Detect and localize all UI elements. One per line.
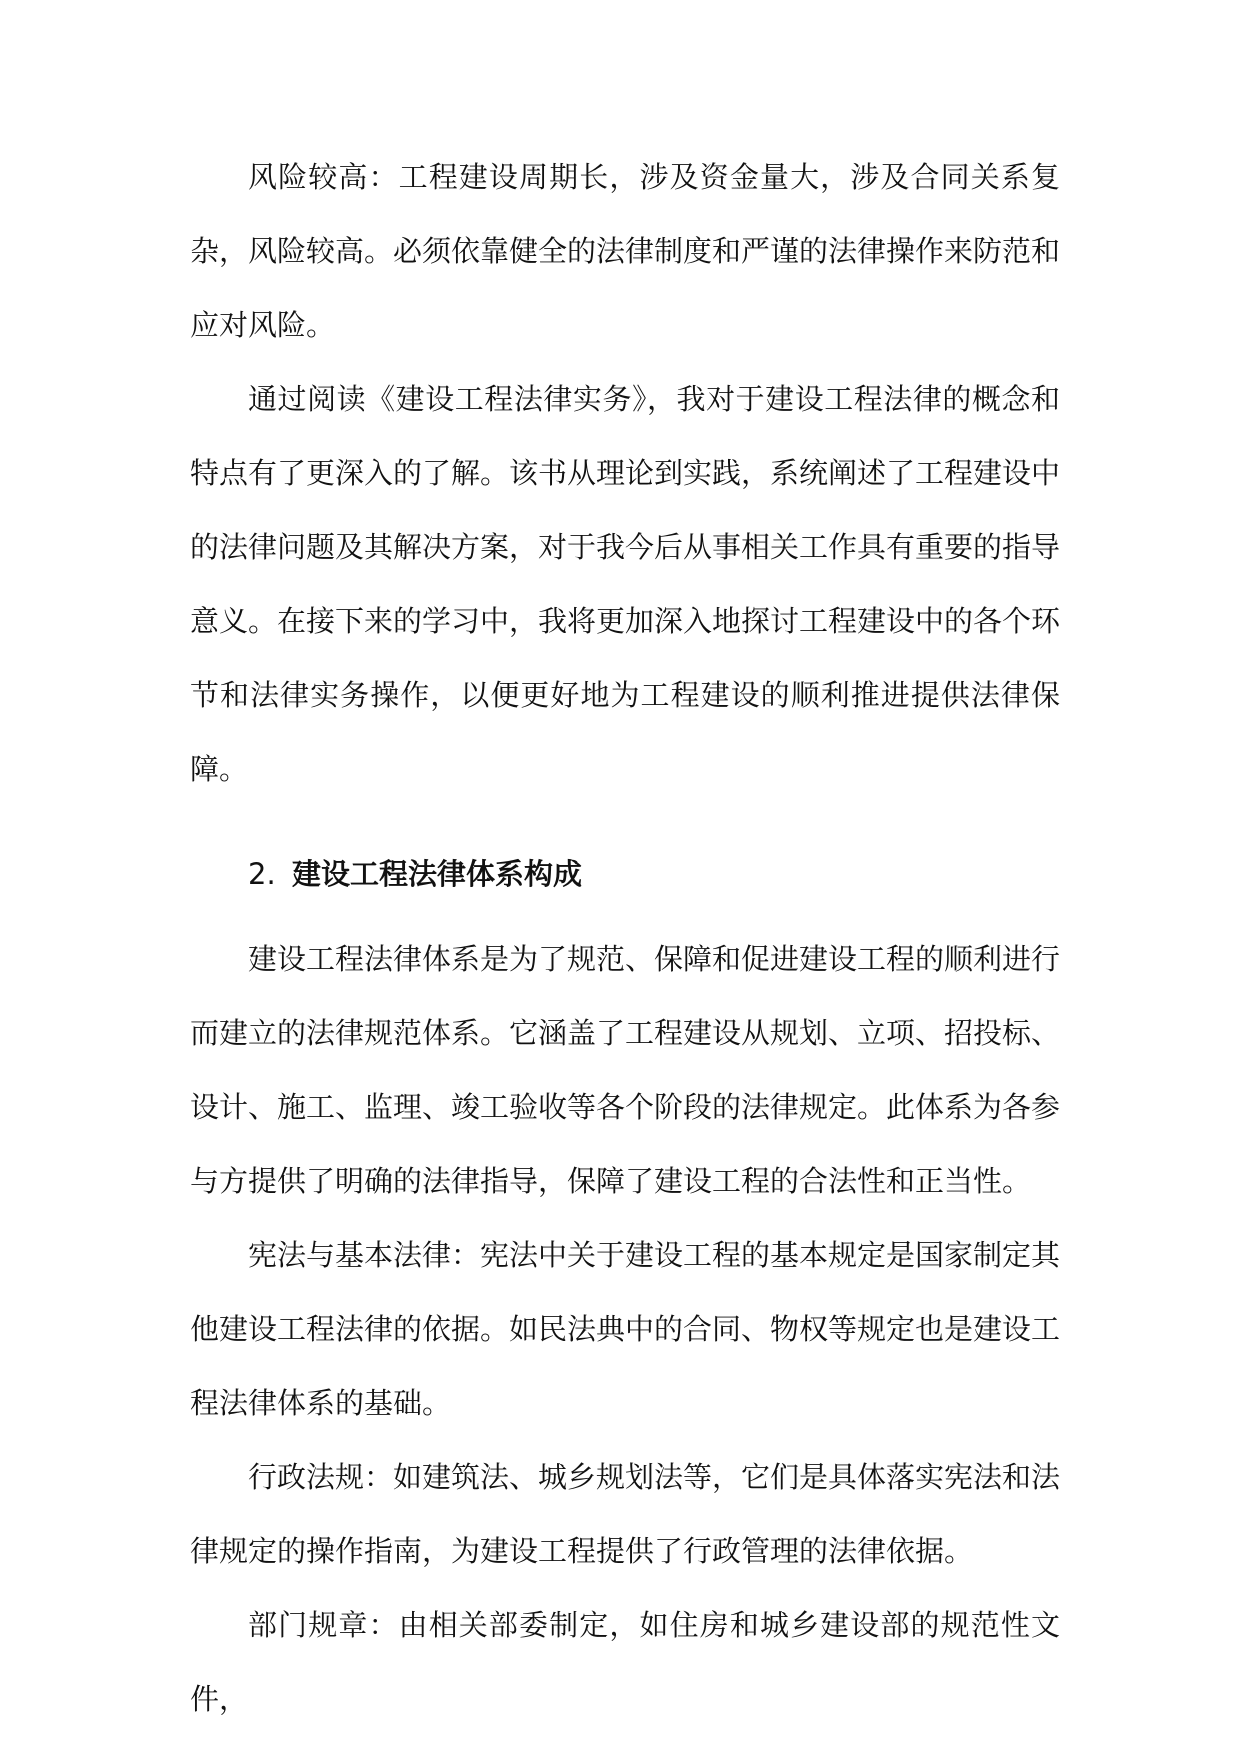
- paragraph-system-overview: 建设工程法律体系是为了规范、保障和促进建设工程的顺利进行而建立的法律规范体系。它涵盖了工程建设从规划、立项、招投标、设计、施工、监理、竣工验收等各个阶段的法律规定。此体系为各参与方提供了明确的法律指导，保障了建设工程的合法性和正当性。: [190, 942, 1061, 1198]
- paragraph-administrative-regulations: 行政法规：如建筑法、城乡规划法等，它们是具体落实宪法和法律规定的操作指南，为建设工程提供了行政管理的法律依据。: [190, 1460, 1061, 1568]
- paragraph-constitution: 宪法与基本法律：宪法中关于建设工程的基本规定是国家制定其他建设工程法律的依据。如民法典中的合同、物权等规定也是建设工程法律体系的基础。: [190, 1238, 1061, 1420]
- section-number: 2.: [248, 857, 276, 891]
- document-body: [190, 140, 1060, 1736]
- section-title: 建设工程法律体系构成: [292, 857, 583, 891]
- paragraph-risk: 风险较高：工程建设周期长，涉及资金量大，涉及合同关系复杂，风险较高。必须依靠健全的法律制度和严谨的法律操作来防范和应对风险。: [190, 160, 1061, 342]
- paragraph-book-reflection: 通过阅读《建设工程法律实务》，我对于建设工程法律的概念和特点有了更深入的了解。该书从理论到实践，系统阐述了工程建设中的法律问题及其解决方案，对于我今后从事相关工作具有重要的指导意义。在接下来的学习中，我将更加深入地探讨工程建设中的各个环节和法律实务操作，以便更好地为工程建设的顺利推进提供法律保障。: [190, 382, 1061, 786]
- section-heading: [190, 826, 1060, 922]
- paragraph-departmental-rules: 部门规章：由相关部委制定，如住房和城乡建设部的规范性文件，: [190, 1608, 1060, 1716]
